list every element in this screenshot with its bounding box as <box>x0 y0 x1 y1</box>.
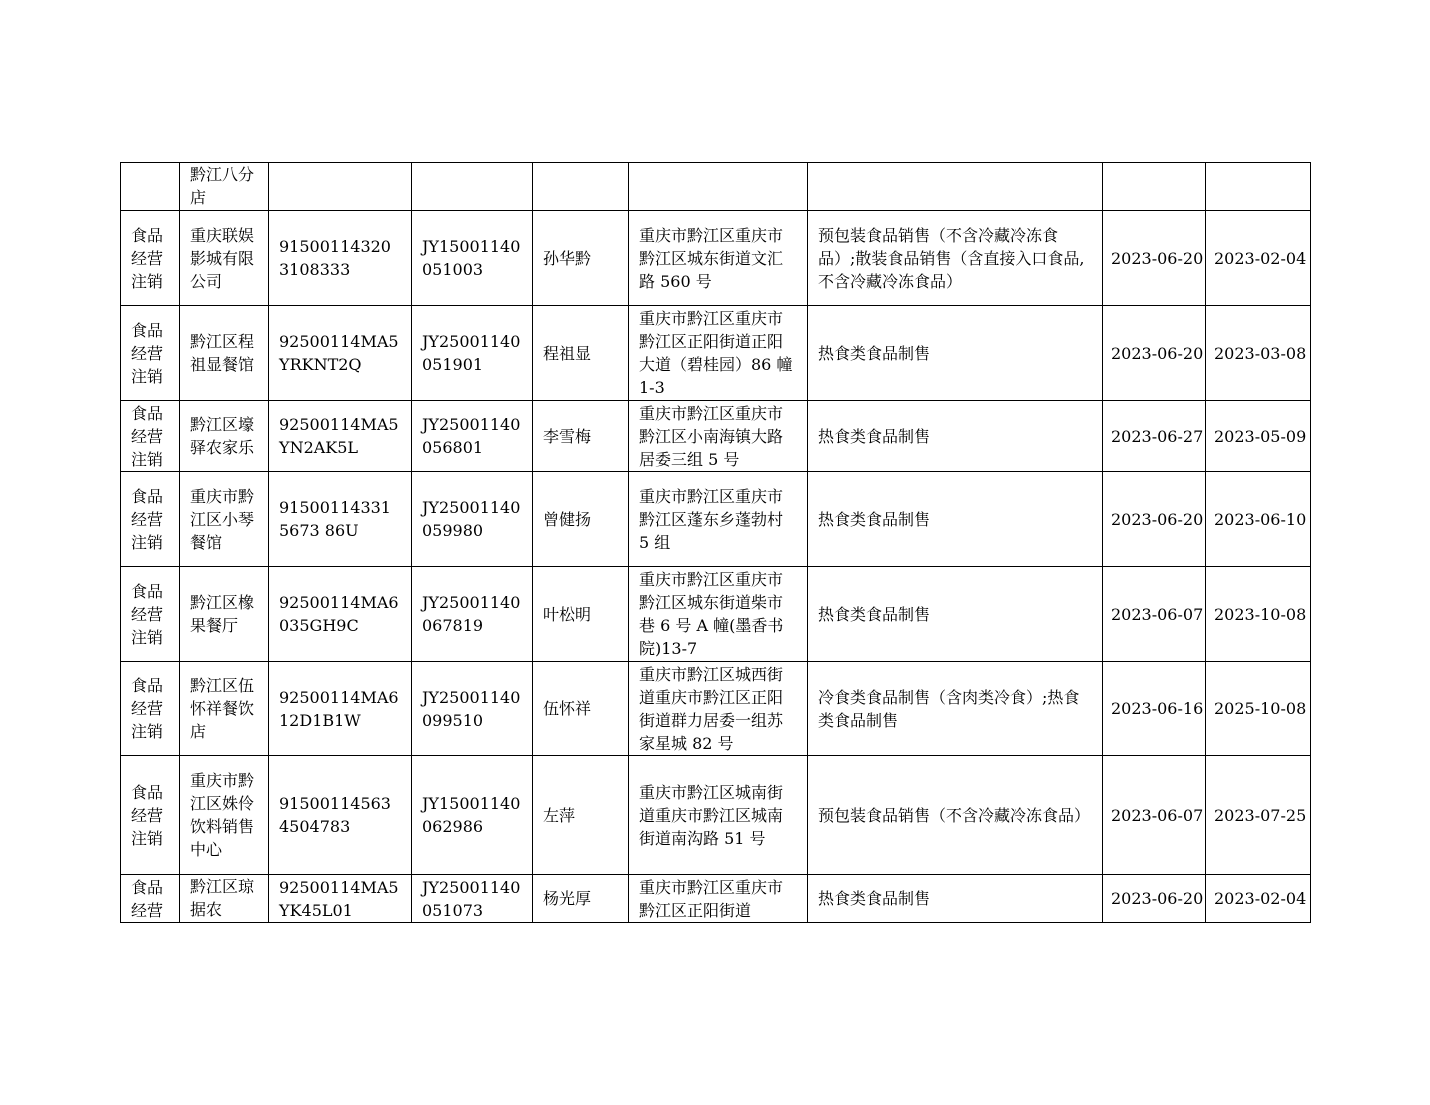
cell-name: 黔江八分店 <box>180 163 269 211</box>
cell-type: 食品经营注销 <box>121 211 180 306</box>
cell-credit-code: 92500114MA5YN2AK5L <box>269 401 412 472</box>
cell-scope: 预包装食品销售（不含冷藏冷冻食品） <box>808 756 1103 875</box>
cell-name: 重庆联娱影城有限公司 <box>180 211 269 306</box>
cell-type: 食品经营注销 <box>121 662 180 756</box>
table-row <box>121 401 1311 472</box>
cell-license-no: JY25001140051901 <box>412 306 533 401</box>
cell-scope <box>808 163 1103 211</box>
cell-scope: 热食类食品制售 <box>808 401 1103 472</box>
cell-date: 2023-06-16 <box>1103 662 1206 756</box>
cell-person: 曾健扬 <box>533 472 629 567</box>
cell-scope: 热食类食品制售 <box>808 567 1103 662</box>
cell-credit-code: 915001145634504783 <box>269 756 412 875</box>
cell-person: 程祖显 <box>533 306 629 401</box>
cell-person: 杨光厚 <box>533 875 629 923</box>
table-row <box>121 163 1311 211</box>
cell-date: 2023-06-20 <box>1103 472 1206 567</box>
cell-address <box>629 163 808 211</box>
cell-address: 重庆市黔江区重庆市黔江区城东街道文汇路 560 号 <box>629 211 808 306</box>
cell-date <box>1103 163 1206 211</box>
cell-name: 黔江区伍怀祥餐饮店 <box>180 662 269 756</box>
table-row <box>121 211 1311 306</box>
cell-person: 左萍 <box>533 756 629 875</box>
cell-license-no <box>412 163 533 211</box>
cell-address: 重庆市黔江区城西街道重庆市黔江区正阳街道群力居委一组苏家星城 82 号 <box>629 662 808 756</box>
cell-date: 2023-03-08 <box>1206 306 1311 401</box>
cell-license-no: JY25001140067819 <box>412 567 533 662</box>
cell-scope: 热食类食品制售 <box>808 472 1103 567</box>
cell-date: 2025-10-08 <box>1206 662 1311 756</box>
cell-type: 食品经营注销 <box>121 472 180 567</box>
cell-scope: 热食类食品制售 <box>808 306 1103 401</box>
cell-address: 重庆市黔江区重庆市黔江区正阳街道正阳大道（碧桂园）86 幢 1-3 <box>629 306 808 401</box>
cell-address: 重庆市黔江区重庆市黔江区小南海镇大路居委三组 5 号 <box>629 401 808 472</box>
cell-address: 重庆市黔江区城南街道重庆市黔江区城南街道南沟路 51 号 <box>629 756 808 875</box>
cell-credit-code <box>269 163 412 211</box>
cell-date: 2023-10-08 <box>1206 567 1311 662</box>
cell-scope: 冷食类食品制售（含肉类冷食）;热食类食品制售 <box>808 662 1103 756</box>
cell-credit-code: 92500114MA612D1B1W <box>269 662 412 756</box>
cell-license-no: JY15001140051003 <box>412 211 533 306</box>
cell-license-no: JY25001140099510 <box>412 662 533 756</box>
table-row <box>121 756 1311 875</box>
cell-address: 重庆市黔江区重庆市黔江区正阳街道 <box>629 875 808 923</box>
cell-credit-code: 92500114MA5YRKNT2Q <box>269 306 412 401</box>
cell-type: 食品经营 <box>121 875 180 923</box>
records-table <box>120 162 1311 923</box>
cell-address: 重庆市黔江区重庆市黔江区蓬东乡蓬勃村 5 组 <box>629 472 808 567</box>
cell-credit-code: 92500114MA6035GH9C <box>269 567 412 662</box>
cell-name: 重庆市黔江区小琴餐馆 <box>180 472 269 567</box>
cell-license-no: JY25001140056801 <box>412 401 533 472</box>
cell-date: 2023-06-07 <box>1103 567 1206 662</box>
cell-license-no: JY25001140051073 <box>412 875 533 923</box>
table-row <box>121 472 1311 567</box>
cell-name: 黔江区橡果餐厅 <box>180 567 269 662</box>
cell-date: 2023-02-04 <box>1206 211 1311 306</box>
cell-date: 2023-05-09 <box>1206 401 1311 472</box>
cell-credit-code: 915001143203108333 <box>269 211 412 306</box>
cell-license-no: JY25001140059980 <box>412 472 533 567</box>
cell-name: 重庆市黔江区姝伶饮料销售中心 <box>180 756 269 875</box>
table-row <box>121 662 1311 756</box>
cell-person: 李雪梅 <box>533 401 629 472</box>
cell-date <box>1206 163 1311 211</box>
table-row <box>121 567 1311 662</box>
cell-type: 食品经营注销 <box>121 401 180 472</box>
cell-scope: 热食类食品制售 <box>808 875 1103 923</box>
cell-name: 黔江区琼据农 <box>180 875 269 923</box>
cell-credit-code: 915001143315673 86U <box>269 472 412 567</box>
cell-address: 重庆市黔江区重庆市黔江区城东街道柴市巷 6 号 A 幢(墨香书院)13-7 <box>629 567 808 662</box>
cell-date: 2023-06-07 <box>1103 756 1206 875</box>
cell-date: 2023-02-04 <box>1206 875 1311 923</box>
cell-date: 2023-06-20 <box>1103 306 1206 401</box>
cell-type: 食品经营注销 <box>121 756 180 875</box>
cell-type <box>121 163 180 211</box>
cell-name: 黔江区壕驿农家乐 <box>180 401 269 472</box>
cell-date: 2023-06-10 <box>1206 472 1311 567</box>
cell-date: 2023-06-20 <box>1103 211 1206 306</box>
cell-type: 食品经营注销 <box>121 306 180 401</box>
cell-person: 伍怀祥 <box>533 662 629 756</box>
cell-person <box>533 163 629 211</box>
cell-date: 2023-06-27 <box>1103 401 1206 472</box>
cell-license-no: JY15001140062986 <box>412 756 533 875</box>
cell-date: 2023-06-20 <box>1103 875 1206 923</box>
table-row <box>121 306 1311 401</box>
cell-person: 孙华黔 <box>533 211 629 306</box>
cell-date: 2023-07-25 <box>1206 756 1311 875</box>
cell-scope: 预包装食品销售（不含冷藏冷冻食品）;散装食品销售（含直接入口食品,不含冷藏冷冻食品） <box>808 211 1103 306</box>
cell-name: 黔江区程祖显餐馆 <box>180 306 269 401</box>
table-row <box>121 875 1311 923</box>
cell-person: 叶松明 <box>533 567 629 662</box>
cell-type: 食品经营注销 <box>121 567 180 662</box>
cell-credit-code: 92500114MA5YK45L01 <box>269 875 412 923</box>
